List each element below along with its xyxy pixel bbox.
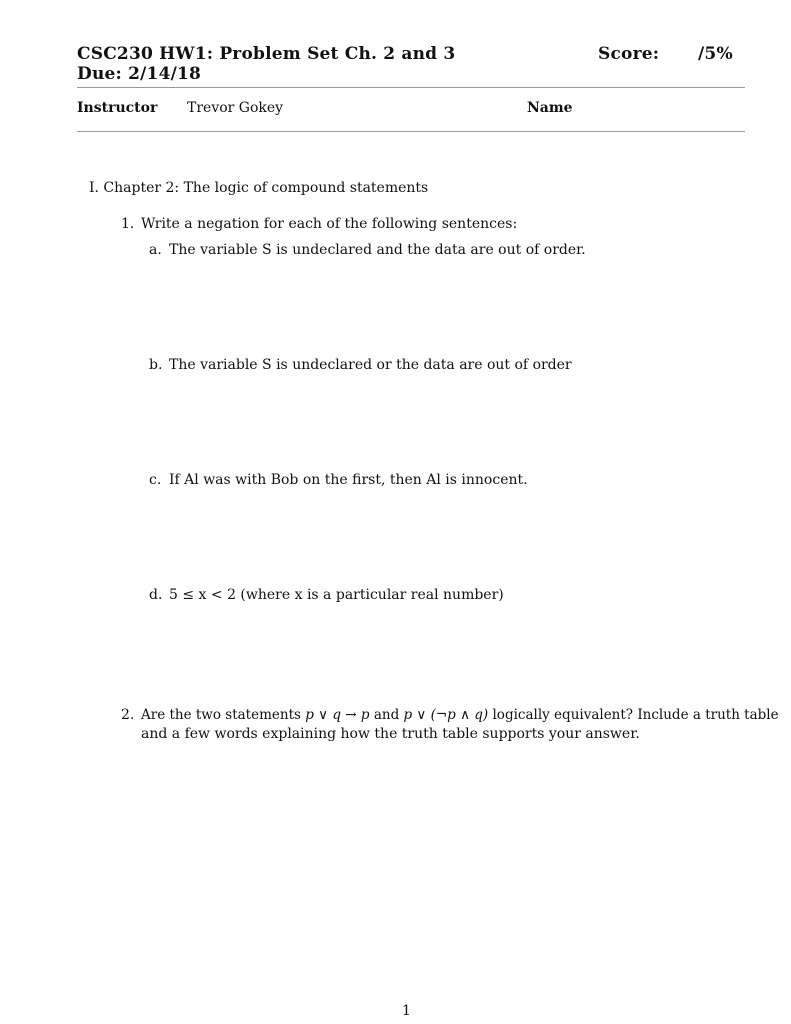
question-number: 2. xyxy=(121,707,135,723)
section-heading: I. Chapter 2: The logic of compound statements xyxy=(89,180,429,196)
part-text: If Al was with Bob on the first, then Al is innocent. xyxy=(169,472,528,488)
question-number: 1. xyxy=(121,216,135,232)
page-title: CSC230 HW1: Problem Set Ch. 2 and 3 xyxy=(77,44,456,64)
header-divider-bottom xyxy=(77,131,745,132)
score-label: Score: xyxy=(598,44,660,64)
question-text: Write a negation for each of the following sentences: xyxy=(141,216,518,232)
part-label: c. xyxy=(149,472,162,488)
part-label: a. xyxy=(149,242,162,258)
question-text-part: logically equivalent? Include a truth table xyxy=(488,707,779,723)
part-text: 5 ≤ x < 2 (where x is a particular real number) xyxy=(169,587,504,603)
instructor-label: Instructor xyxy=(77,100,158,116)
part-text: The variable S is undeclared or the data are out of order xyxy=(169,357,572,373)
page-number: 1 xyxy=(402,1003,411,1019)
part-label: b. xyxy=(149,357,163,373)
question-text-part: and xyxy=(369,707,404,723)
question-text-line2: and a few words explaining how the truth table supports your answer. xyxy=(141,726,640,742)
question-text-part: Are the two statements xyxy=(141,707,306,723)
expression-1: p ∨ q → p xyxy=(305,707,370,723)
question-text-line1 xyxy=(141,707,779,723)
instructor-name: Trevor Gokey xyxy=(187,100,284,116)
score-value: /5% xyxy=(698,44,733,64)
part-label: d. xyxy=(149,587,163,603)
due-date: Due: 2/14/18 xyxy=(77,64,202,84)
header-divider-top xyxy=(77,87,745,88)
part-text: The variable S is undeclared and the data are out of order. xyxy=(169,242,586,258)
expression-2: p ∨ (¬p ∧ q) xyxy=(403,707,489,723)
name-label: Name xyxy=(527,100,573,116)
